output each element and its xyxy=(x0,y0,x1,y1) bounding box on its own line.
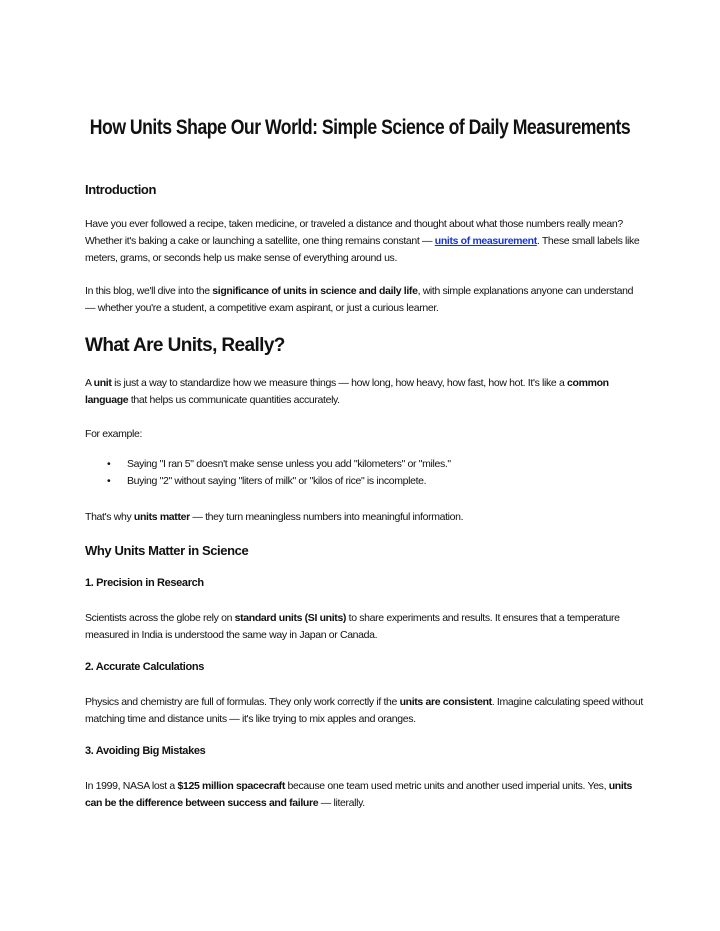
text: because one team used metric units and another used imperial units. Yes, xyxy=(284,780,609,792)
list-item xyxy=(107,473,451,490)
text: — literally. xyxy=(318,797,365,809)
intro-heading: Introduction xyxy=(85,182,157,197)
example-label: For example: xyxy=(85,428,143,440)
subheading-mistakes: 3. Avoiding Big Mistakes xyxy=(85,745,206,757)
list-item-text: Buying "2" without saying "liters of milk" or "kilos of rice" is incomplete. xyxy=(127,475,427,487)
bold-text: standard units (SI units) xyxy=(234,612,347,624)
bold-text: common language xyxy=(85,377,609,406)
bullet-icon: • xyxy=(107,475,111,487)
bold-text: significance of units in science and daily life xyxy=(212,285,418,297)
list-item-text: Saying "I ran 5" doesn't make sense unless you add "kilometers" or "miles." xyxy=(127,458,451,470)
calculations-paragraph xyxy=(85,694,645,728)
list-item xyxy=(107,456,451,473)
text: Scientists across the globe rely on xyxy=(85,612,235,624)
text: is just a way to standardize how we measure things — how long, how heavy, how fast, how hot. It's like a xyxy=(111,377,568,389)
units-of-measurement-link[interactable]: units of measurement xyxy=(434,235,537,247)
text: In this blog, we'll dive into the xyxy=(85,285,213,297)
text: That's why xyxy=(85,511,134,523)
text: A xyxy=(85,377,94,389)
text: Physics and chemistry are full of formulas. They only work correctly if the xyxy=(85,696,400,708)
precision-paragraph xyxy=(85,610,645,644)
text: to share experiments and results. It ensures that a temperature measured in India is understood the same way in Japan or Canada. xyxy=(85,612,620,641)
section-heading-what-are-units: What Are Units, Really? xyxy=(85,335,285,356)
text: Have you ever followed a recipe, taken medicine, or traveled a distance and thought about what those numbers really mean? Whether it's baking a cake or launching a satellite, one thing remains constant — xyxy=(85,218,623,247)
subheading-precision: 1. Precision in Research xyxy=(85,577,204,589)
subheading-calculations: 2. Accurate Calculations xyxy=(85,661,204,673)
bold-text: unit xyxy=(93,377,112,389)
bold-text: units are consistent xyxy=(399,696,492,708)
what-paragraph-1 xyxy=(85,375,645,409)
bold-text: units can be the difference between success and failure xyxy=(85,780,633,809)
intro-paragraph-1 xyxy=(85,216,645,267)
page-title: How Units Shape Our World: Simple Science of Daily Measurements xyxy=(89,116,631,139)
text: . These small labels like meters, grams, or seconds help us make sense of everything around us. xyxy=(85,235,640,264)
what-paragraph-3 xyxy=(85,509,645,526)
text: . Imagine calculating speed without matching time and distance units — it's like trying to mix apples and oranges. xyxy=(85,696,643,725)
mistakes-paragraph xyxy=(85,778,645,812)
text: — they turn meaningless numbers into meaningful information. xyxy=(189,511,464,523)
intro-paragraph-2 xyxy=(85,283,645,317)
text: that helps us communicate quantities accurately. xyxy=(128,394,340,406)
bullet-icon: • xyxy=(107,458,111,470)
bold-text: units matter xyxy=(133,511,190,523)
text: In 1999, NASA lost a xyxy=(85,780,178,792)
text: , with simple explanations anyone can understand — whether you're a student, a competitive exam aspirant, or just a curious learner. xyxy=(85,285,634,314)
bold-text: $125 million spacecraft xyxy=(177,780,285,792)
example-list xyxy=(107,456,451,490)
section-heading-why-units-matter: Why Units Matter in Science xyxy=(85,543,249,558)
